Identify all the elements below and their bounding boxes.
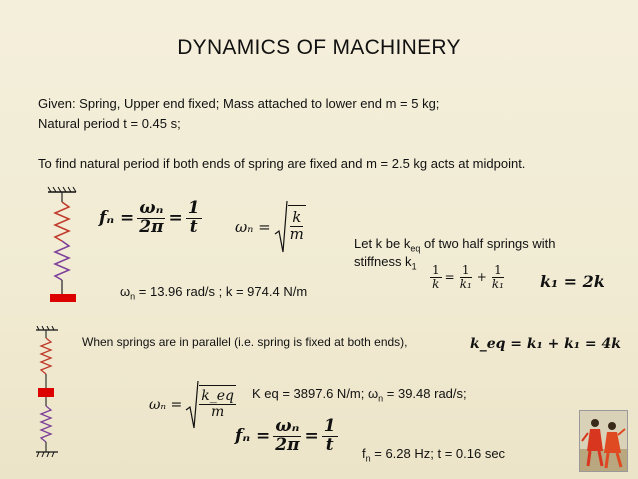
result-keq-omega bbox=[252, 386, 467, 404]
parallel-note: When springs are in parallel (i.e. spring is fixed at both ends), bbox=[82, 335, 408, 349]
given-line-2: Natural period t = 0.45 s; bbox=[38, 116, 181, 131]
formula-natural-frequency-2: fₙ = $\frac{\text{ωₙ}}{2\pi}$ = $\frac{1}{t}$ bbox=[232, 418, 338, 455]
formula4-frac1-den: 2π bbox=[275, 434, 300, 455]
series-a-num: 1 bbox=[432, 263, 440, 277]
formula1-lhs: fₙ = bbox=[99, 208, 135, 229]
formula3-den: m bbox=[211, 403, 225, 420]
series-b-den: k₁ bbox=[459, 276, 472, 291]
formula4-frac2-num: 1 bbox=[323, 416, 336, 436]
half-springs-text-c: stiffness k bbox=[354, 254, 412, 269]
half-springs-text-a: Let k be k bbox=[354, 236, 411, 251]
k1-equation: k₁ = 2k bbox=[540, 272, 605, 291]
radical-sign-icon bbox=[185, 380, 199, 430]
result1-omega: ω bbox=[120, 284, 131, 299]
decorative-photo bbox=[579, 410, 628, 472]
half-springs-line-1 bbox=[354, 236, 556, 254]
series-c-num: 1 bbox=[494, 263, 502, 277]
dancers-image-icon bbox=[580, 411, 627, 471]
result3-f: f bbox=[362, 446, 366, 461]
slide-title: DYNAMICS OF MACHINERY bbox=[177, 36, 461, 59]
series-spring-equation: $\frac{1}{k}$ = $\frac{1}{\text{k₁}}$ + $\frac{1}{\text{k₁}}$ bbox=[432, 263, 504, 291]
formula4-frac1-num: ωₙ bbox=[275, 416, 300, 436]
result1-text: = 13.96 rad/s ; k = 974.4 N/m bbox=[135, 284, 308, 299]
spring-diagram-fixed-free bbox=[36, 186, 86, 306]
formula1-frac2-num: 1 bbox=[187, 198, 200, 218]
formula3-lhs: ωₙ = bbox=[149, 397, 183, 413]
formula-omega-sqrt-keq-m bbox=[146, 380, 236, 430]
result2-sub: n bbox=[378, 393, 384, 404]
result2-text-b: = 39.48 rad/s; bbox=[383, 386, 467, 401]
task-statement: To find natural period if both ends of spring are fixed and m = 2.5 kg acts at midpoint. bbox=[38, 156, 526, 171]
half-springs-sub-1: 1 bbox=[411, 261, 417, 272]
series-b-num: 1 bbox=[461, 263, 470, 277]
result-frequency-period bbox=[362, 446, 505, 464]
formula4-frac2-den: t bbox=[325, 434, 334, 455]
result1-omega-sub: n bbox=[130, 291, 136, 302]
keq-equation: k_eq = k₁ + k₁ = 4k bbox=[470, 336, 621, 352]
formula-omega-sqrt-k-m bbox=[232, 200, 306, 254]
formula1-frac1-num: ωₙ bbox=[139, 198, 164, 218]
formula2-lhs: ωₙ = bbox=[235, 218, 271, 236]
given-line-1: Given: Spring, Upper end fixed; Mass attached to lower end m = 5 kg; bbox=[38, 96, 440, 111]
half-springs-sub-eq: eq bbox=[410, 243, 421, 254]
half-springs-line-2 bbox=[354, 254, 417, 272]
formula4-lhs: fₙ = bbox=[235, 426, 271, 447]
spring-diagram-fixed-fixed bbox=[30, 326, 66, 460]
result-omega-k bbox=[120, 284, 307, 302]
half-springs-text-b: of two half springs with bbox=[420, 236, 556, 251]
result3-text: = 6.28 Hz; t = 0.16 sec bbox=[370, 446, 506, 461]
formula2-num: k bbox=[292, 208, 302, 227]
result2-text-a: K eq = 3897.6 N/m; ω bbox=[252, 386, 379, 401]
formula2-den: m bbox=[289, 225, 304, 243]
series-c-den: k₁ bbox=[491, 276, 504, 291]
formula1-frac1-den: 2π bbox=[139, 216, 164, 237]
formula1-frac2-den: t bbox=[189, 216, 198, 237]
formula3-num: k_eq bbox=[201, 387, 235, 404]
radical-sign-icon bbox=[274, 200, 288, 254]
result3-f-sub: n bbox=[365, 453, 371, 464]
series-a-den: k bbox=[432, 276, 440, 291]
formula-natural-frequency: fₙ = $\frac{\text{ωₙ}}{2\pi}$ = $\frac{1}{t}$ bbox=[96, 200, 202, 237]
